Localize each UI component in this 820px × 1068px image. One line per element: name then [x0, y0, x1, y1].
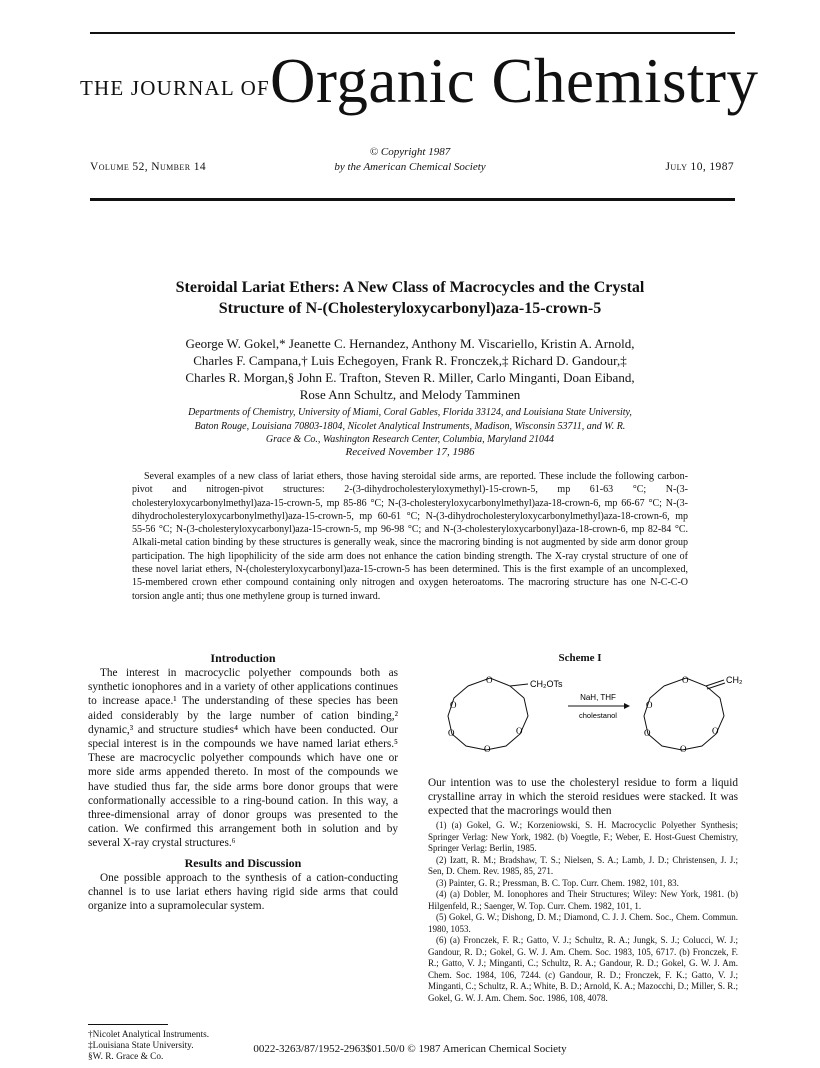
crown-ether-left	[448, 678, 528, 750]
footnote: †Nicolet Analytical Instruments.	[88, 1030, 210, 1040]
reference-item: (3) Painter, G. R.; Pressman, B. C. Top. Curr. Chem. 1982, 101, 83.	[436, 877, 679, 888]
article-title	[120, 277, 700, 319]
reagent-bottom: cholestanol	[579, 711, 617, 720]
left-substituent: CH₂OTs	[530, 679, 563, 689]
reference-item: (5) Gokel, G. W.; Dishong, D. M.; Diamond, C. J. J. Chem. Soc., Chem. Commun. 1980, 1053.	[428, 912, 738, 934]
journal-name: Organic Chemistry	[270, 46, 759, 116]
left-column	[88, 650, 398, 913]
o-label: O	[680, 744, 687, 754]
intro-heading: Introduction	[210, 651, 276, 665]
double-bond	[706, 680, 725, 689]
o-label: O	[486, 675, 493, 685]
o-label: O	[646, 700, 653, 710]
author-list	[100, 335, 720, 403]
copyright-notice	[290, 145, 530, 175]
affiliation-line: Baton Rouge, Louisiana 70803-1804, Nicolet Analytical Instruments, Madison, Wisconsin 53711, and W. R.	[194, 420, 626, 432]
footnote-rule	[88, 1024, 168, 1025]
page-footer: 0022-3263/87/1952-2963$01.50/0 © 1987 American Chemical Society	[253, 1043, 567, 1055]
arrow-head	[624, 703, 630, 709]
top-rule	[90, 32, 735, 34]
reference-item: (1) (a) Gokel, G. W.; Korzeniowski, S. H. Macrocyclic Polyether Synthesis; Springer Verlag: New York, 1982. (b) Voegtle, F.; Weber, E. Host-Guest Chemistry, Springer Verlag: Berlin, 1985.	[428, 820, 738, 853]
o-label: O	[712, 726, 719, 736]
journal-prefix: THE JOURNAL OF	[80, 76, 270, 100]
results-paragraph: One possible approach to the synthesis of a cation-conducting channel is to use lariat ethers having rigid side arms that could organize into a supramolecular system.	[88, 871, 398, 913]
o-label: O	[448, 728, 455, 738]
scheme-figure	[428, 668, 743, 772]
reference-list	[428, 820, 738, 1004]
affiliations	[120, 406, 700, 447]
side-arm-bond	[510, 684, 528, 686]
affiliation-line: Grace & Co., Washington Research Center, Columbia, Maryland 21044	[265, 434, 555, 445]
author-line: Charles R. Morgan,§ John E. Trafton, Steven R. Miller, Carlo Minganti, Doan Eiband,	[185, 370, 635, 385]
received-date: Received November 17, 1986	[345, 446, 475, 458]
crown-ether-right	[644, 678, 724, 750]
right-substituent: CH₂	[726, 675, 743, 685]
footnote: ‡Louisiana State University.	[88, 1041, 194, 1051]
right-column-text	[428, 776, 738, 819]
footnote: §W. R. Grace & Co.	[88, 1052, 164, 1062]
masthead-rule	[90, 198, 735, 201]
affiliation-line: Departments of Chemistry, University of Miami, Coral Gables, Florida 33124, and Louisiana State University,	[188, 407, 632, 418]
issue-date: July 10, 1987	[665, 161, 734, 173]
o-label: O	[516, 726, 523, 736]
author-line: Rose Ann Schultz, and Melody Tamminen	[299, 387, 521, 402]
o-label: O	[644, 728, 651, 738]
title-line: Structure of N-(Cholesteryloxycarbonyl)aza-15-crown-5	[218, 300, 602, 317]
o-label: O	[682, 675, 689, 685]
author-line: Charles F. Campana,† Luis Echegoyen, Frank R. Fronczek,‡ Richard D. Gandour,‡	[193, 353, 627, 368]
o-label: O	[450, 700, 457, 710]
author-line: George W. Gokel,* Jeanette C. Hernandez, Anthony M. Viscariello, Kristin A. Arnold,	[185, 336, 635, 351]
copyright-holder: by the American Chemical Society	[334, 161, 486, 173]
journal-masthead	[80, 46, 759, 126]
title-line: Steroidal Lariat Ethers: A New Class of Macrocycles and the Crystal	[175, 279, 645, 296]
scheme-title: Scheme I	[558, 652, 602, 664]
reagent-top: NaH, THF	[580, 693, 616, 702]
results-heading: Results and Discussion	[184, 855, 302, 870]
reference-item: (2) Izatt, R. M.; Bradshaw, T. S.; Nielsen, S. A.; Lamb, J. D.; Christensen, J. J.; Sen, D. Chem. Rev. 1985, 85, 271.	[428, 854, 738, 876]
intro-paragraph: The interest in macrocyclic polyether compounds both as synthetic ionophores and in a variety of other applications continues to increase apace.¹ The understanding of these species has been aided considerably by the large number of cation binding,² dynamic,³ and structure studies⁴ which have been conducted. Our special interest is in the compounds we have named lariat ethers.⁵ These are macrocyclic polyether compounds which have one or more side arms appended thereto. In most of the compounds we have studied thus far, the side arms bore donor groups that were conformationally accessible to a ring-bound cation. In this way, a three-dimensional array of donor groups was presented to the cation. We confirmed this arrangement both in solution and by several X-ray crystal structures.⁶	[88, 667, 398, 850]
reference-item: (4) (a) Dobler, M. Ionophores and Their Structures; Wiley: New York, 1981. (b) Hilgenfeld, R.; Saenger, W. Top. Curr. Chem. 1982, 101, 1.	[428, 889, 738, 911]
volume-number: Volume 52, Number 14	[90, 161, 207, 173]
right-paragraph: Our intention was to use the cholesteryl residue to form a liquid crystalline array in which the steroid residues were stacked. It was expected that the macrorings would then	[428, 777, 738, 818]
o-label: O	[484, 744, 491, 754]
reference-item: (6) (a) Fronczek, F. R.; Gatto, V. J.; Schultz, R. A.; Jungk, S. J.; Colucci, W. J.; Gandour, R. D.; Gokel, G. W. J. Am. Chem. Soc. 1983, 105, 6717. (b) Fronczek, F. R.; Gatto, V. J.; Minganti, C.; Schultz, R. A.; Gandour, R. D.; Gokel, G. W. J. Am. Chem. Soc. 1984, 106, 7244. (c) Gandour, R. D.; Fronczek, F. K.; Gatto, V. J.; Minganti, C.; Schultz, R. A.; White, B. D.; Arnold, K. A.; Mazocchi, D.; Miller, S. R.; Gokel, G. W. J. Am. Chem. Soc. 1986, 108, 4078.	[428, 935, 738, 1003]
scheme-diagram	[428, 668, 743, 772]
abstract: Several examples of a new class of lariat ethers, those having steroidal side arms, are reported. These include the following carbon-pivot and nitrogen-pivot structures: 2-(3-dihydrocholesteryloxymethyl)-15-crown-5, mp 61-63 °C; N-(3-cholesteryloxycarbonylmethyl)aza-15-crown-5, mp 85-86 °C; N-(3-cholesteryloxycarbonylmethyl)aza-18-crown-6, mp 66-67 °C; N-(3-dihydrocholesteryloxycarbonylmethyl)aza-15-crown-5, mp 60-61 °C; N-(3-dihydrocholesteryloxycarbonylmethyl)aza-18-crown-6, mp 55-56 °C; N-(3-cholesteryloxycarbonyl)aza-15-crown-5, mp 96-98 °C; and N-(3-cholesteryloxycarbonyl)aza-18-crown-6, mp 82-84 °C. Alkali-metal cation binding by these structures is generally weak, since the macroring binding is not augmented by side arm donor group participation. The high lipophilicity of the side arm does not enhance the cation binding strength. The X-ray crystal structure of one of these novel lariat ethers, N-(cholesteryloxycarbonyl)aza-15-crown-5 has been determined. This is the first example of an uncomplexed, 15-membered crown ether compound containing only nitrogen and oxygen heteroatoms. The macroring structure has one N-C-C-O torsion angle anti; thus one methylene group is turned inward.	[132, 471, 688, 602]
copyright-line: © Copyright 1987	[369, 146, 451, 158]
